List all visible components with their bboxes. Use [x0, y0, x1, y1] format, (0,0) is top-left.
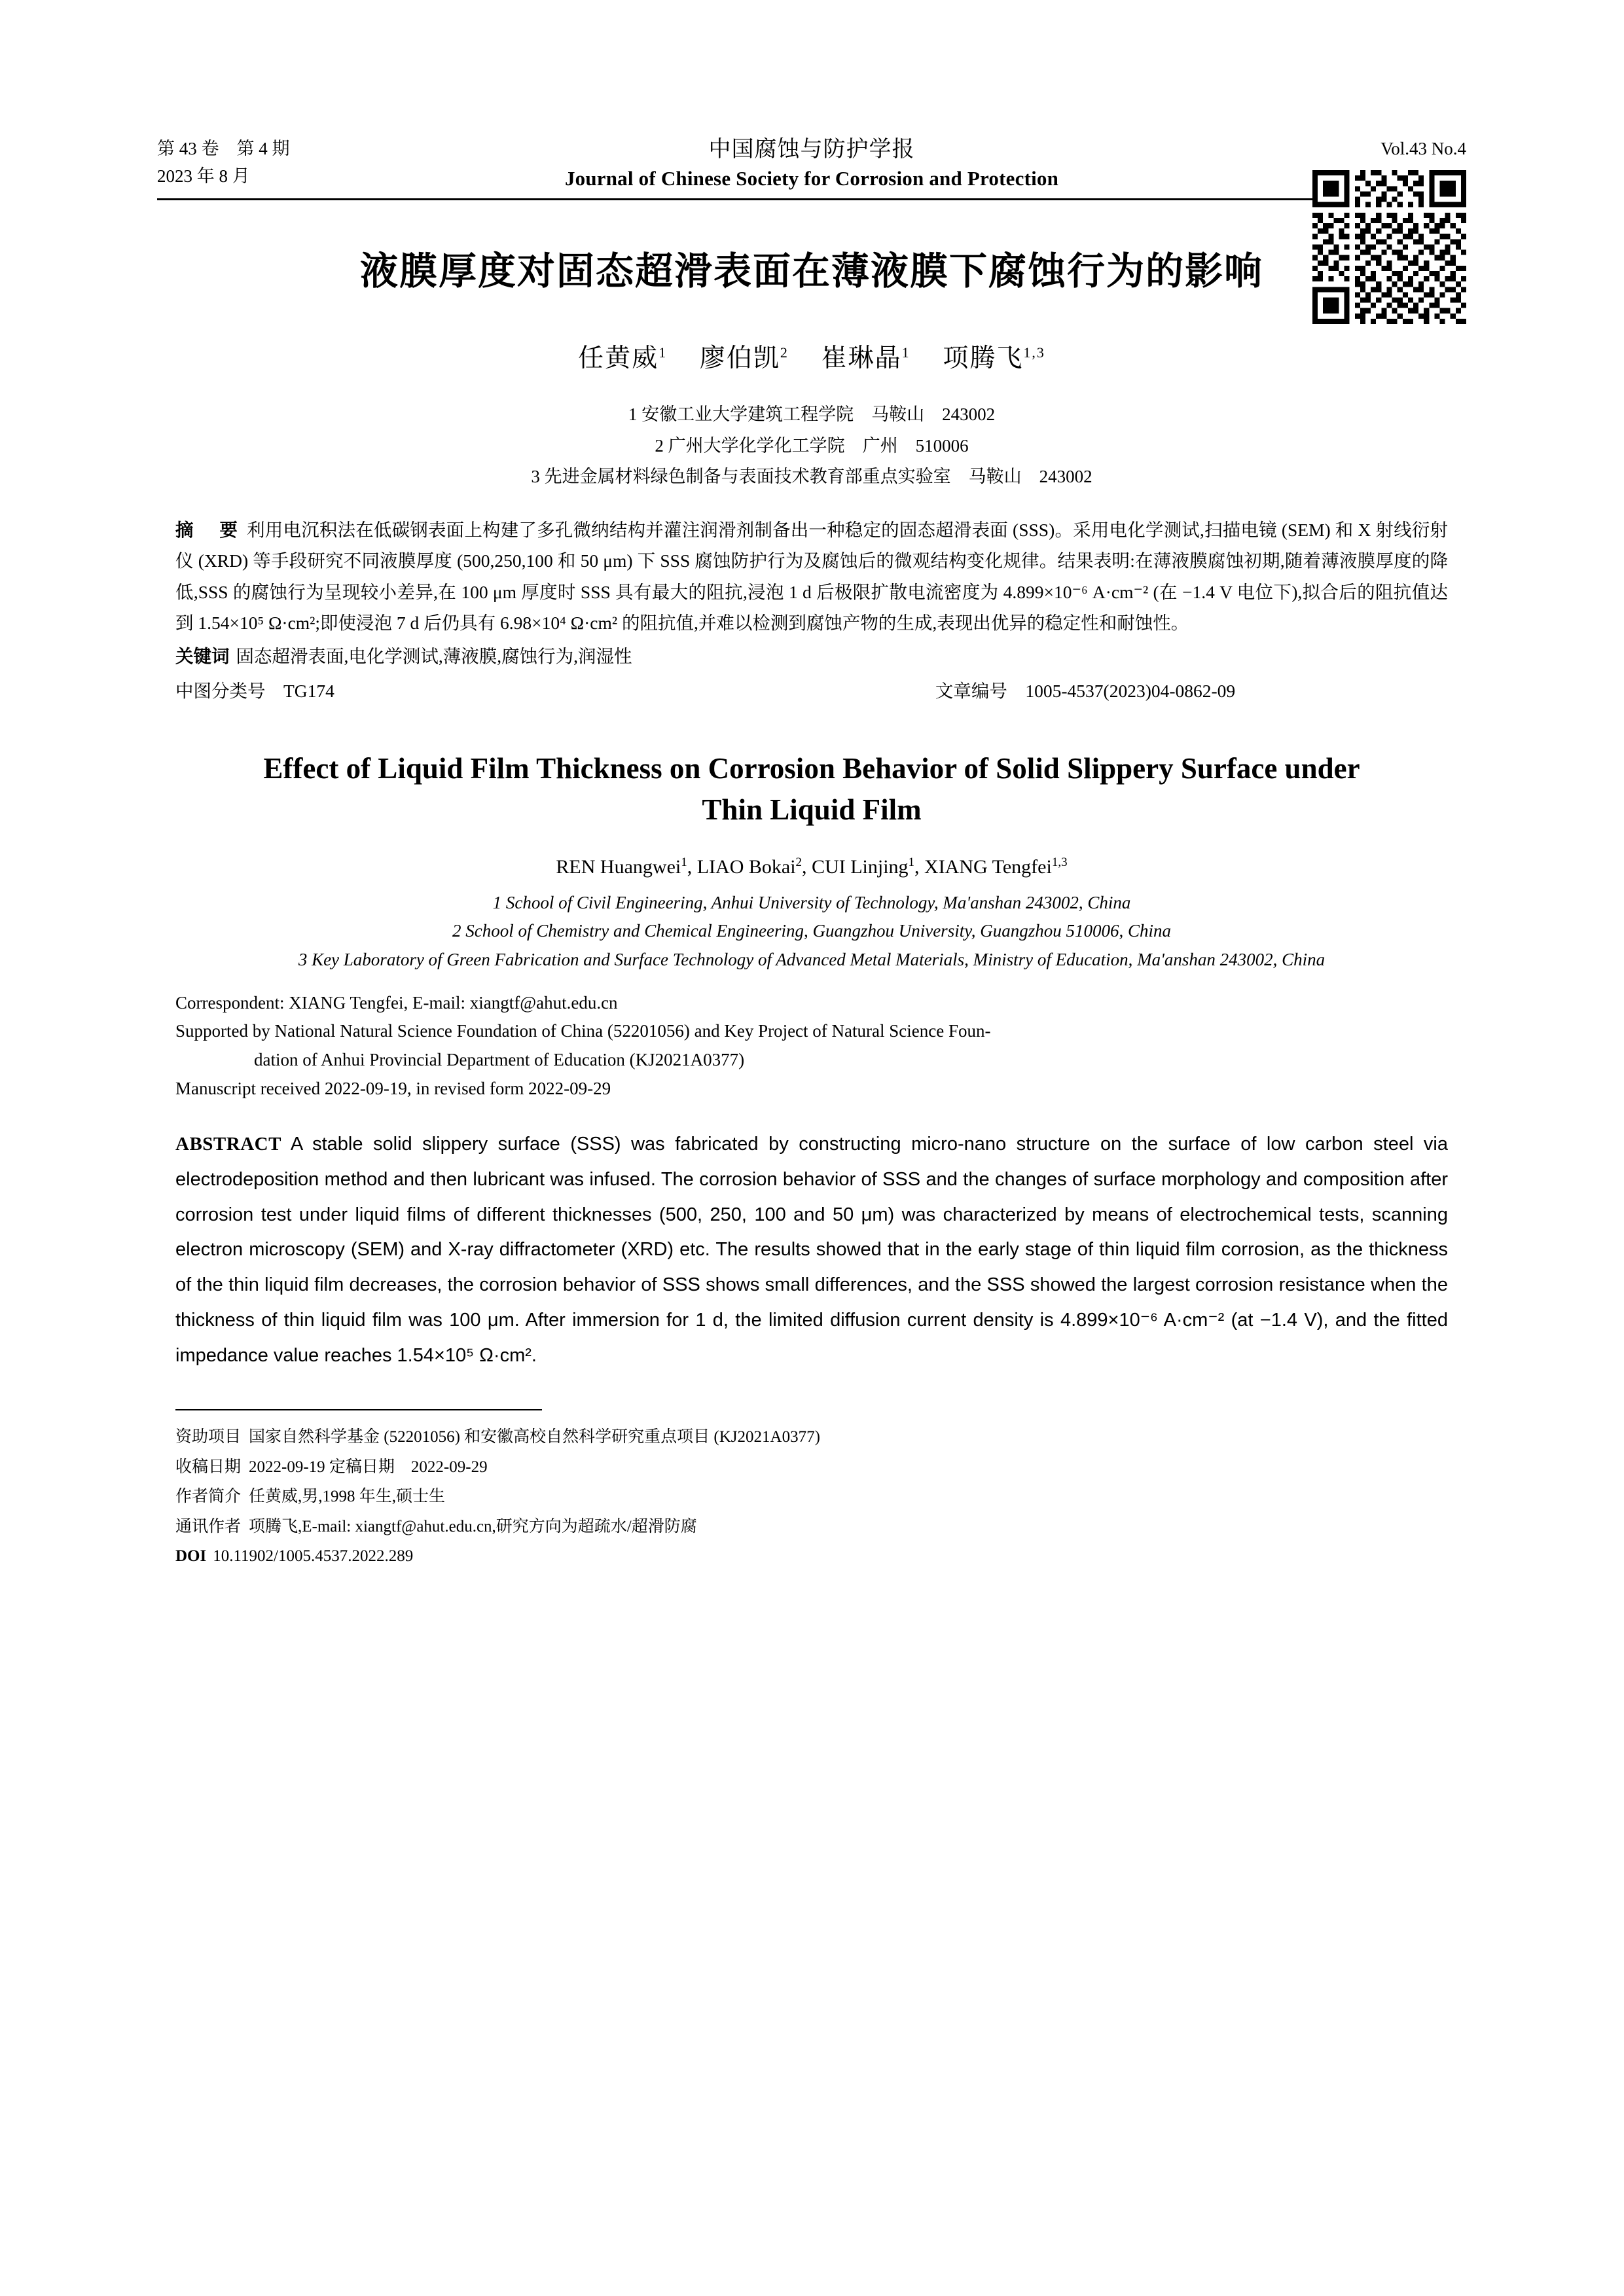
author-cn-1: 任黄威 — [578, 344, 659, 373]
author-cn-2-sup: 2 — [780, 344, 789, 361]
page-content — [157, 131, 1466, 1571]
page-title-cn: 液膜厚度对固态超滑表面在薄液膜下腐蚀行为的影响 — [359, 250, 1263, 293]
footnote-corr-label: 通讯作者 — [175, 1517, 242, 1535]
author-en-3-sup: 1 — [908, 855, 915, 869]
author-en-1-sup: 1 — [681, 855, 687, 869]
abstract-cn — [157, 514, 1466, 638]
footnote-bio-label: 作者简介 — [175, 1488, 242, 1506]
footnote-corresponding — [175, 1512, 1448, 1542]
abstract-en-label: ABSTRACT — [175, 1133, 281, 1155]
article-id: 文章编号 1005-4537(2023)04-0862-09 — [935, 680, 1236, 701]
authors-en: REN Huangwei$^1$, LIAO Bokai$^2$, CUI Linjing$^1$, XIANG Tengfei$^{1,3}$ — [556, 855, 1068, 878]
keywords-cn-label: 关键词 — [175, 646, 230, 667]
affiliation-cn-2: 2 广州大学化学化工学院 广州 510006 — [655, 435, 969, 456]
abstract-cn-label: 摘 要 — [175, 520, 242, 541]
affiliations-en — [157, 889, 1466, 975]
authors-cn — [157, 338, 1466, 374]
footnote-fund-label: 资助项目 — [175, 1428, 242, 1446]
clc-article-row — [157, 676, 1466, 702]
volume-issue-en: Vol.43 No.4 — [1380, 139, 1466, 159]
footnotes — [157, 1422, 1466, 1571]
footnote-bio-text: 任黄威,男,1998 年生,硕士生 — [249, 1488, 446, 1506]
footnote-received — [175, 1452, 1448, 1482]
author-cn-3: 崔琳晶 — [821, 344, 902, 373]
funding-line-2: dation of Anhui Provincial Department of Education (KJ2021A0377) — [254, 1050, 745, 1070]
manuscript-line: Manuscript received 2022-09-19, in revised form 2022-09-29 — [175, 1078, 611, 1098]
paper-meta-en — [157, 989, 1466, 1103]
footnote-corr-text: 项腾飞,E-mail: xiangtf@ahut.edu.cn,研究方向为超疏水/超滑防腐 — [249, 1517, 697, 1535]
journal-title-cn: 中国腐蚀与防护学报 — [708, 137, 915, 162]
affiliation-cn-3: 3 先进金属材料绿色制备与表面技术教育部重点实验室 马鞍山 243002 — [531, 466, 1092, 486]
abstract-en — [157, 1127, 1466, 1374]
funding-line-1: Supported by National Natural Science Foundation of China (52201056) and Key Project of Natural Science Foun- — [175, 1021, 991, 1041]
author-en-4-sup: 1,3 — [1051, 855, 1068, 869]
footnote-received-text: 2022-09-19 定稿日期 2022-09-29 — [249, 1458, 488, 1476]
author-en-3: CUI Linjing — [812, 855, 909, 878]
footnote-doi — [175, 1541, 1448, 1571]
author-en-1: REN Huangwei — [556, 855, 681, 878]
qr-code-icon — [1312, 170, 1466, 324]
footnote-bio — [175, 1482, 1448, 1512]
clc-number: 中图分类号 TG174 — [175, 680, 334, 701]
author-cn-4: 项腾飞 — [943, 344, 1024, 373]
footnote-received-label: 收稿日期 — [175, 1458, 242, 1476]
author-cn-2: 廖伯凯 — [699, 344, 780, 373]
author-cn-1-sup: 1 — [659, 344, 668, 361]
affiliation-en-1: 1 School of Civil Engineering, Anhui University of Technology, Ma'anshan 243002, China — [492, 892, 1131, 912]
footnote-divider — [175, 1409, 542, 1410]
abstract-cn-text: 利用电沉积法在低碳钢表面上构建了多孔微纳结构并灌注润滑剂制备出一种稳定的固态超滑表面 (SSS)。采用电化学测试,扫描电镜 (SEM) 和 X 射线衍射仪 (XRD) 等手段研究不同液膜厚度 (500,250,100 和 50 μm) 下 SSS 腐蚀防护行为及腐蚀后的微观结构变化规律。结果表明:在薄液膜腐蚀初期,随着薄液膜厚度的降低,SSS 的腐蚀行为呈现较小差异,在 100 μm 厚度时 SSS 具有最大的阻抗,浸泡 1 d 后极限扩散电流密度为 4.899×10⁻⁶ A·cm⁻² (在 −1.4 V 电位下),拟合后的阻抗值达到 1.54×10⁵ Ω·cm²;即使浸泡 7 d 后仍具有 6.98×10⁴ Ω·cm² 的阻抗值,并难以检测到腐蚀产物的生成,表现出优异的稳定性和耐蚀性。 — [175, 520, 1449, 633]
footnote-fund-text: 国家自然科学基金 (52201056) 和安徽高校自然科学研究重点项目 (KJ2021A0377) — [249, 1428, 820, 1446]
running-head-center — [373, 131, 1250, 190]
running-head — [157, 131, 1466, 190]
affiliations-cn — [157, 399, 1466, 492]
author-en-2-sup: 2 — [795, 855, 803, 869]
page-title-en: Effect of Liquid Film Thickness on Corrosion Behavior of Solid Slippery Surface under Thin Liquid Film — [263, 751, 1360, 826]
footnote-doi-text: 10.11902/1005.4537.2022.289 — [213, 1547, 414, 1566]
running-head-left — [157, 135, 373, 190]
date-cn: 2023 年 8 月 — [157, 166, 250, 187]
volume-issue-cn: 第 43 卷 第 4 期 — [157, 139, 290, 159]
correspondent-line: Correspondent: XIANG Tengfei, E-mail: xiangtf@ahut.edu.cn — [175, 992, 618, 1013]
author-en-2: LIAO Bokai — [696, 855, 796, 878]
affiliation-cn-1: 1 安徽工业大学建筑工程学院 马鞍山 243002 — [628, 404, 996, 425]
affiliation-en-3: 3 Key Laboratory of Green Fabrication and Surface Technology of Advanced Metal Materials, Ministry of Education, Ma'anshan 243002, China — [298, 950, 1326, 969]
footnote-doi-label: DOI — [175, 1547, 207, 1566]
footnote-fund — [175, 1422, 1448, 1452]
abstract-en-text: A stable solid slippery surface (SSS) was fabricated by constructing micro-nano structure on the surface of low carbon steel via electrodeposition method and then lubricant was infused. The corrosion behavior of SSS and the changes of surface morphology and composition after corrosion test under liquid films of different thicknesses (500, 250, 100 and 50 μm) was characterized by means of electrochemical tests, scanning electron microscopy (SEM) and X-ray diffractometer (XRD) etc. The results showed that in the early stage of thin liquid film corrosion, as the thickness of the thin liquid film decreases, the corrosion behavior of SSS shows small differences, and the SSS showed the largest corrosion resistance when the thickness of thin liquid film was 100 μm. After immersion for 1 d, the limited diffusion current density is 4.899×10⁻⁶ A·cm⁻² (at −1.4 V), and the fitted impedance value reaches 1.54×10⁵ Ω·cm². — [175, 1133, 1448, 1367]
keywords-cn — [157, 641, 1466, 672]
author-cn-3-sup: 1 — [901, 344, 911, 361]
keywords-cn-text: 固态超滑表面,电化学测试,薄液膜,腐蚀行为,润湿性 — [236, 646, 632, 667]
author-en-4: XIANG Tengfei — [924, 855, 1052, 878]
header-divider — [157, 198, 1466, 200]
author-cn-4-sup: 1,3 — [1023, 344, 1045, 361]
affiliation-en-2: 2 School of Chemistry and Chemical Engineering, Guangzhou University, Guangzhou 510006, China — [452, 921, 1171, 941]
journal-title-en: Journal of Chinese Society for Corrosion and Protection — [564, 167, 1059, 190]
